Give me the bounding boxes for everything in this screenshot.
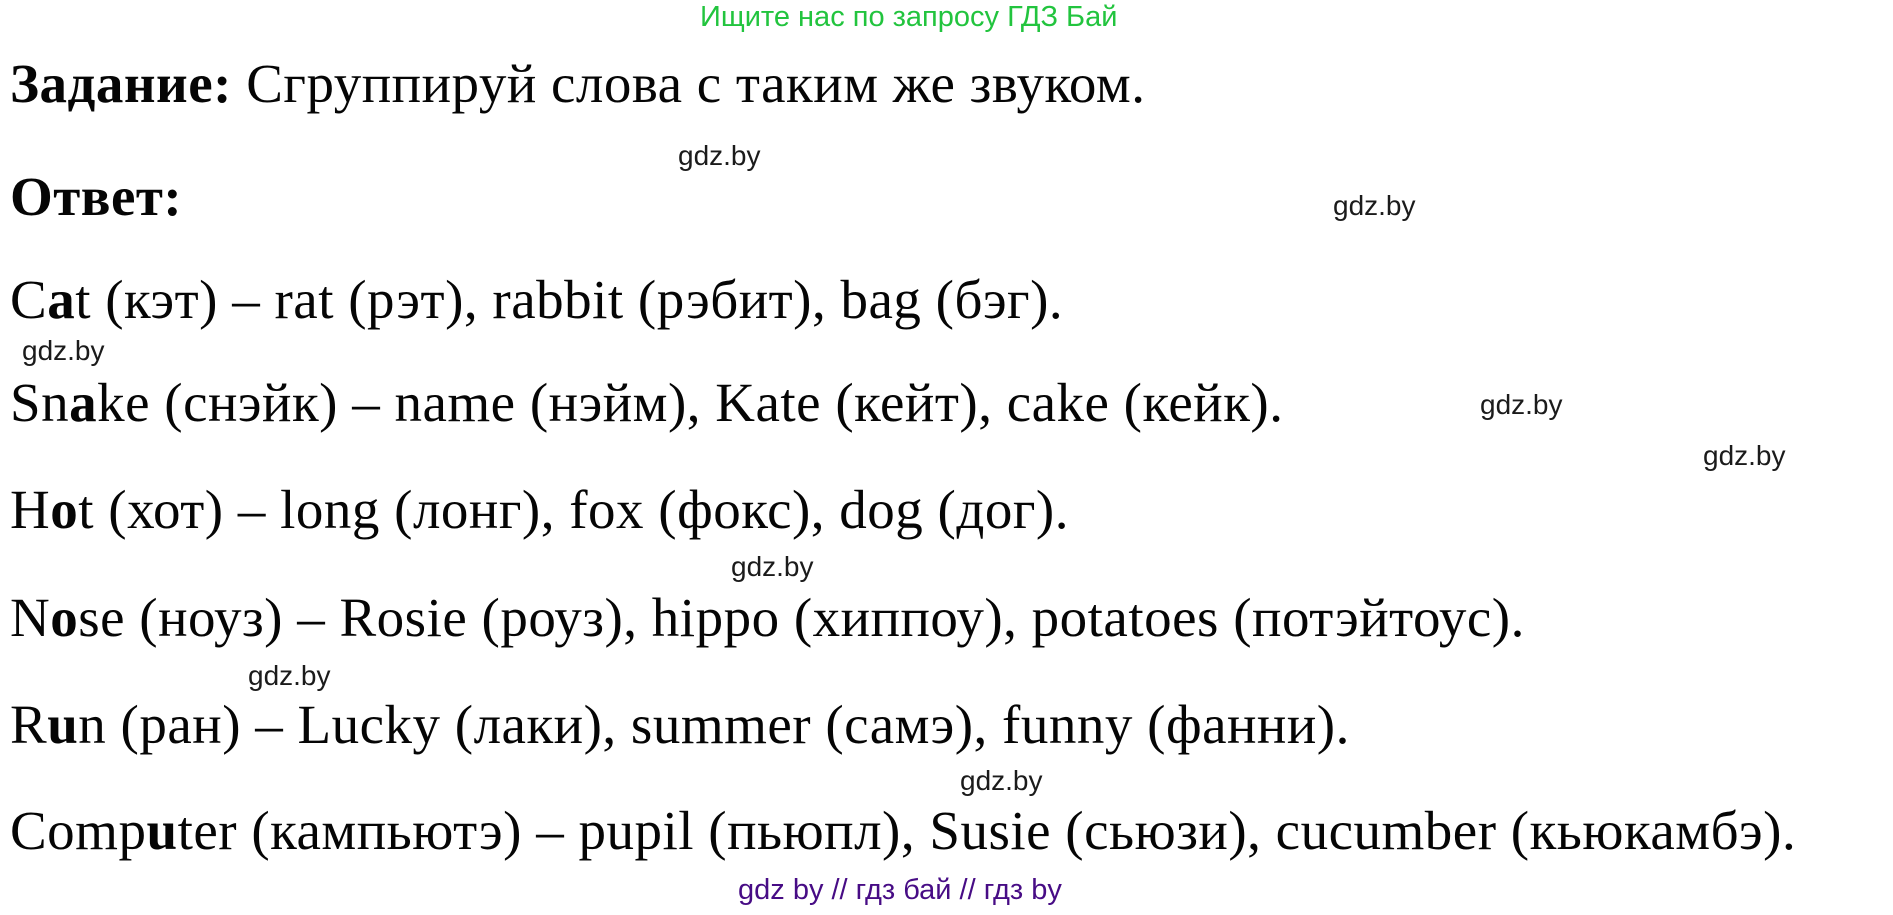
answer-stressed-letter: u: [47, 694, 79, 755]
answer-line-nose: [10, 586, 1525, 649]
answer-line-computer: [10, 799, 1796, 862]
answer-header: Ответ:: [10, 166, 183, 227]
answer-post: se (ноуз) – Rosie (роуз), hippo (хиппоу), potatoes (потэйтоус).: [78, 587, 1525, 648]
answer-stressed-letter: u: [146, 800, 178, 861]
answer-post: t (хот) – long (лонг), fox (фокс), dog (дог).: [78, 479, 1069, 540]
answer-pre: H: [10, 479, 51, 540]
answer-stressed-letter: o: [50, 479, 79, 540]
answer-line-run: [10, 693, 1350, 756]
answer-post: n (ран) – Lucky (лаки), summer (самэ), funny (фанни).: [78, 694, 1350, 755]
task-line: [10, 52, 1145, 115]
gdz-watermark: gdz.by: [678, 140, 761, 171]
answer-pre: N: [10, 587, 51, 648]
promo-search-note: Ищите нас по запросу ГДЗ Бай: [700, 1, 1118, 33]
answer-post: ter (кампьютэ) – pupil (пьюпл), Susie (сьюзи), cucumber (кьюкамбэ).: [177, 800, 1797, 861]
answer-line-snake: [10, 371, 1283, 434]
gdz-watermark: gdz.by: [22, 335, 105, 366]
gdz-watermark: gdz.by: [960, 765, 1043, 796]
gdz-watermark: gdz.by: [248, 660, 331, 691]
answer-pre: R: [10, 694, 48, 755]
gdz-watermark: gdz.by: [731, 551, 814, 582]
task-text: Сгруппируй слова с таким же звуком.: [231, 53, 1146, 114]
answer-pre: Comp: [10, 800, 147, 861]
gdz-watermark: gdz.by: [1333, 190, 1416, 221]
gdz-watermark: gdz.by: [1480, 389, 1563, 420]
task-label: Задание:: [10, 53, 232, 114]
answer-line-cat: [10, 268, 1063, 331]
answer-stressed-letter: a: [47, 269, 76, 330]
answer-post: t (кэт) – rat (рэт), rabbit (рэбит), bag (бэг).: [75, 269, 1064, 330]
answer-line-hot: [10, 478, 1069, 541]
gdz-watermark: gdz.by: [1703, 440, 1786, 471]
answer-post: ke (снэйк) – name (нэйм), Kate (кейт), cake (кейк).: [97, 372, 1284, 433]
answer-pre: C: [10, 269, 48, 330]
answer-stressed-letter: a: [69, 372, 98, 433]
footer-search-tags: gdz by // гдз бай // гдз by: [738, 874, 1062, 906]
answer-pre: Sn: [10, 372, 70, 433]
answer-stressed-letter: o: [50, 587, 79, 648]
